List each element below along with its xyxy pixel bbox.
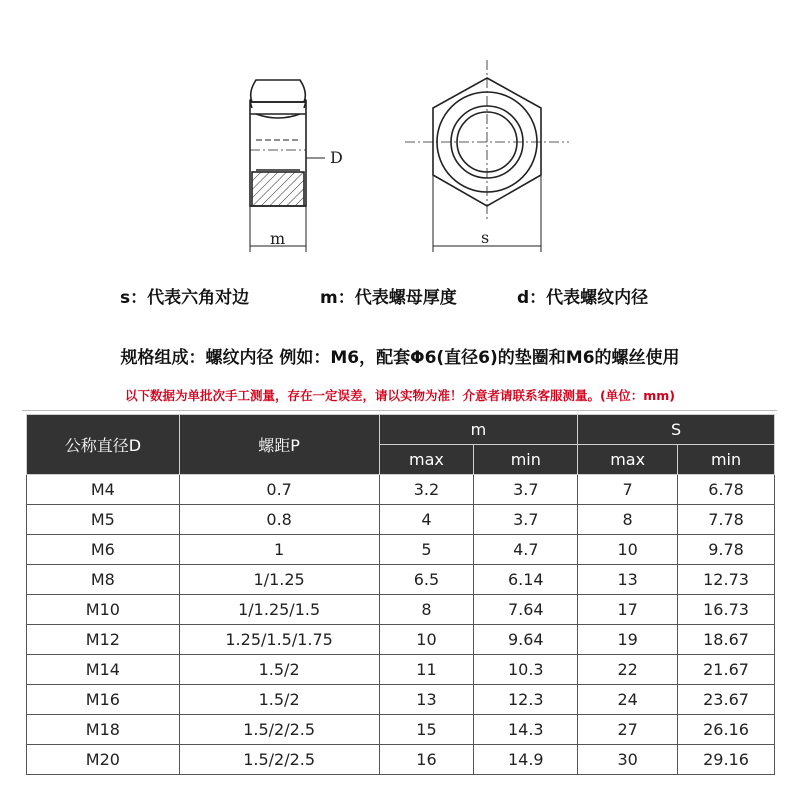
cell-diameter: M20 — [27, 745, 180, 775]
cell-m-min: 10.3 — [474, 655, 578, 685]
cell-m-max: 16 — [379, 745, 474, 775]
cell-pitch: 1.5/2 — [179, 655, 379, 685]
cell-s-min: 18.67 — [678, 625, 775, 655]
drawing-label-d: D — [330, 148, 343, 167]
cell-m-min: 4.7 — [474, 535, 578, 565]
cell-m-min: 14.9 — [474, 745, 578, 775]
cell-s-max: 30 — [578, 745, 678, 775]
table-row — [27, 745, 775, 775]
cell-s-min: 7.78 — [678, 505, 775, 535]
cell-pitch: 1.5/2/2.5 — [179, 715, 379, 745]
header-pitch: 螺距P — [179, 415, 379, 475]
header-m: m — [379, 415, 578, 445]
cell-s-max: 8 — [578, 505, 678, 535]
legend — [0, 283, 800, 309]
spec-table-body — [27, 475, 775, 775]
table-row — [27, 535, 775, 565]
cell-m-min: 7.64 — [474, 595, 578, 625]
header-m-min: min — [474, 445, 578, 475]
nut-top-view — [405, 60, 569, 252]
cell-diameter: M10 — [27, 595, 180, 625]
cell-pitch: 1.5/2/2.5 — [179, 745, 379, 775]
cell-m-min: 14.3 — [474, 715, 578, 745]
cell-s-min: 9.78 — [678, 535, 775, 565]
cell-pitch: 1/1.25 — [179, 565, 379, 595]
cell-m-min: 12.3 — [474, 685, 578, 715]
cell-pitch: 1.25/1.5/1.75 — [179, 625, 379, 655]
cell-m-min: 3.7 — [474, 475, 578, 505]
cell-s-min: 21.67 — [678, 655, 775, 685]
cell-s-min: 6.78 — [678, 475, 775, 505]
header-s-max: max — [578, 445, 678, 475]
cell-m-min: 3.7 — [474, 505, 578, 535]
cell-diameter: M8 — [27, 565, 180, 595]
header-s: S — [578, 415, 775, 445]
divider — [22, 410, 777, 411]
cell-diameter: M4 — [27, 475, 180, 505]
cell-s-max: 22 — [578, 655, 678, 685]
cell-diameter: M18 — [27, 715, 180, 745]
drawing-label-m: m — [270, 229, 286, 248]
cell-s-max: 13 — [578, 565, 678, 595]
cell-diameter: M12 — [27, 625, 180, 655]
header-s-min: min — [678, 445, 775, 475]
spec-description: 规格组成：螺纹内径 例如：M6，配套Φ6(直径6)的垫圈和M6的螺丝使用 — [120, 348, 680, 368]
legend-s: s：代表六角对边 — [120, 288, 250, 308]
cell-m-max: 3.2 — [379, 475, 474, 505]
cell-m-min: 6.14 — [474, 565, 578, 595]
cell-m-max: 10 — [379, 625, 474, 655]
cell-s-max: 19 — [578, 625, 678, 655]
cell-diameter: M5 — [27, 505, 180, 535]
cell-s-min: 16.73 — [678, 595, 775, 625]
cell-diameter: M6 — [27, 535, 180, 565]
spec-table — [26, 414, 775, 775]
table-row — [27, 505, 775, 535]
cell-pitch: 1/1.25/1.5 — [179, 595, 379, 625]
cell-m-max: 13 — [379, 685, 474, 715]
measurement-note: 以下数据为单批次手工测量，存在一定误差，请以实物为准！介意者请联系客服测量。(单位：mm) — [125, 388, 675, 403]
cell-s-max: 27 — [578, 715, 678, 745]
legend-m: m：代表螺母厚度 — [320, 288, 457, 308]
header-diameter: 公称直径D — [27, 415, 180, 475]
cell-s-min: 29.16 — [678, 745, 775, 775]
cell-s-max: 17 — [578, 595, 678, 625]
cell-s-min: 26.16 — [678, 715, 775, 745]
cell-m-max: 5 — [379, 535, 474, 565]
hex-nut-drawing — [0, 0, 800, 270]
cell-m-max: 15 — [379, 715, 474, 745]
drawing-label-s: s — [481, 228, 490, 247]
cell-pitch: 1.5/2 — [179, 685, 379, 715]
cell-m-min: 9.64 — [474, 625, 578, 655]
table-row — [27, 685, 775, 715]
cell-s-min: 23.67 — [678, 685, 775, 715]
legend-d: d：代表螺纹内径 — [517, 288, 649, 308]
header-m-max: max — [379, 445, 474, 475]
table-row — [27, 475, 775, 505]
nut-side-view — [250, 80, 325, 252]
cell-m-max: 6.5 — [379, 565, 474, 595]
cell-pitch: 0.8 — [179, 505, 379, 535]
cell-diameter: M16 — [27, 685, 180, 715]
table-row — [27, 715, 775, 745]
cell-s-max: 10 — [578, 535, 678, 565]
table-row — [27, 625, 775, 655]
cell-diameter: M14 — [27, 655, 180, 685]
table-row — [27, 565, 775, 595]
table-row — [27, 655, 775, 685]
cell-m-max: 8 — [379, 595, 474, 625]
cell-pitch: 1 — [179, 535, 379, 565]
table-row — [27, 595, 775, 625]
cell-m-max: 4 — [379, 505, 474, 535]
cell-m-max: 11 — [379, 655, 474, 685]
cell-pitch: 0.7 — [179, 475, 379, 505]
cell-s-max: 24 — [578, 685, 678, 715]
cell-s-min: 12.73 — [678, 565, 775, 595]
cell-s-max: 7 — [578, 475, 678, 505]
